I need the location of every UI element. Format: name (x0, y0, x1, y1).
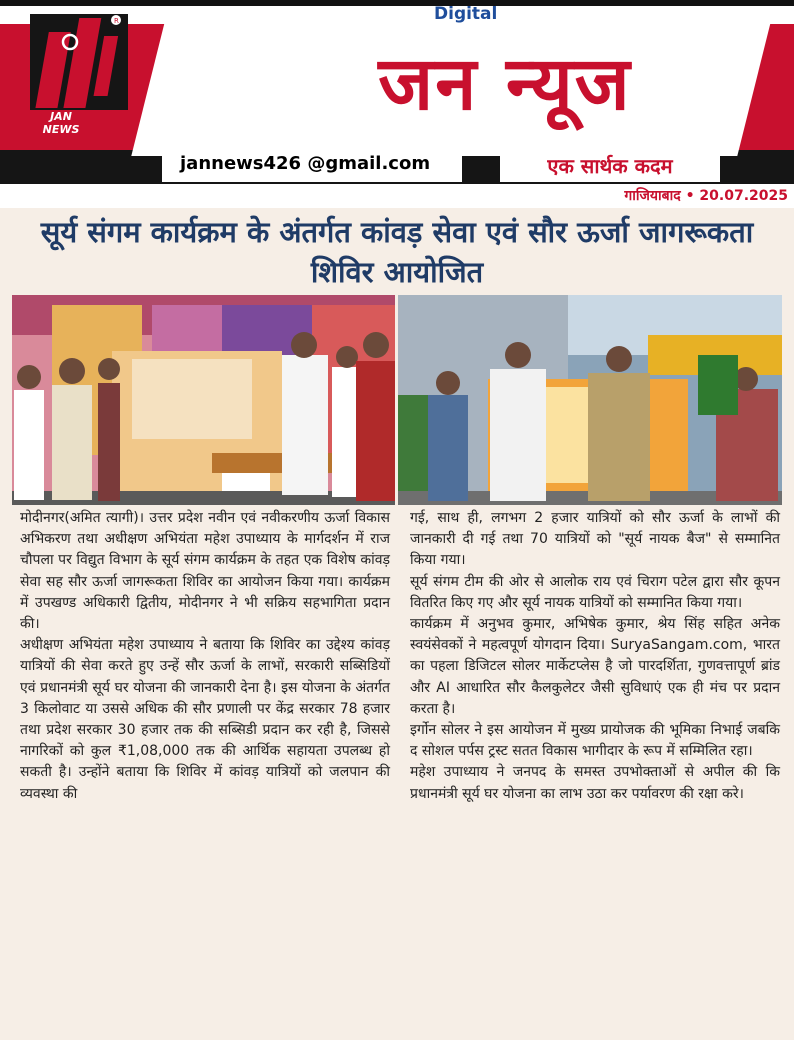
city-date: गाजियाबाद • 20.07.2025 (624, 188, 788, 204)
article-headline: सूर्य संगम कार्यक्रम के अंतर्गत कांवड़ सेवा एवं सौर ऊर्जा जागरूकता शिविर आयोजित (40, 215, 754, 289)
paragraph: कार्यक्रम में अनुभव कुमार, अभिषेक कुमार, श्रेय सिंह सहित अनेक स्वयंसेवकों ने महत्वपूर्ण योगदान दिया। SuryaSangam.com, भारत का पहला डिजिटल सोलर मार्केटप्लेस है जो पारदर्शिता, गुणवत्तापूर्ण ब्रांड और AI आधारित सौर कैलकुलेटर जैसी सुविधाएं एक ही मंच पर प्रदान करता है। (410, 616, 780, 717)
contact-email[interactable]: jannews426 @gmail.com (180, 153, 431, 174)
newspaper-header (0, 0, 794, 208)
masthead-title: जन न्यूज (378, 41, 632, 127)
paragraph: मोदीनगर(अमित त्यागी)। उत्तर प्रदेश नवीन एवं नवीकरणीय ऊर्जा विकास अभिकरण तथा अधीक्षण अभियंता महेश उपाध्याय के मार्गदर्शन में राज चौपला पर विद्युत विभाग के सूर्य संगम कार्यक्रम के तहत एक विशेष कांवड़ सेवा सह सौर ऊर्जा जागरूकता शिविर का आयोजन किया गया। कार्यक्रम में उपखण्ड अधिकारी द्वितीय, मोदीनगर ने भी सक्रिय सहभागिता प्रदान की। (20, 510, 390, 633)
svg-text:R: R (114, 17, 119, 25)
logo-text: JAN NEWS (42, 110, 80, 136)
article-column-left (20, 508, 390, 805)
article-column-right (410, 508, 780, 805)
paragraph: इर्गोन सोलर ने इस आयोजन में मुख्य प्रायोजक की भूमिका निभाई जबकि द सोशल पर्पस ट्रस्ट सतत विकास भागीदार के रूप में सम्मिलित रहा। (410, 722, 780, 760)
event-photo-left (12, 295, 395, 505)
paragraph: अधीक्षण अभियंता महेश उपाध्याय ने बताया कि शिविर का उद्देश्य कांवड़ यात्रियों की सेवा करते हुए उन्हें सौर ऊर्जा के लाभों, सरकारी सब्सिडियों एवं प्रधानमंत्री सूर्य घर योजना की जानकारी देना है। इस योजना के अंतर्गत 3 किलोवाट या उससे अधिक की सौर प्रणाली पर केंद्र सरकार 78 हजार तथा प्रदेश सरकार 30 हजार तक की सब्सिडी प्रदान कर रही है, जिससे नागरिकों को कुल ₹1,08,000 तक की आर्थिक सहायता उपलब्ध हो सकती है। उन्होंने बताया कि शिविर में कांवड़ यात्रियों को जलपान की व्यवस्था की (20, 637, 390, 802)
paragraph: गई, साथ ही, लगभग 2 हजार यात्रियों को सौर ऊर्जा के लाभों की जानकारी दी गई तथा 70 यात्रियों को "सूर्य नायक बैज" से सम्मानित किया गया। (410, 510, 780, 569)
paragraph: सूर्य संगम टीम की ओर से आलोक राय एवं चिराग पटेल द्वारा सौर कूपन वितरित किए गए और सूर्य नायक यात्रियों को सम्मानित किया गया। (410, 573, 780, 611)
paragraph: महेश उपाध्याय ने जनपद के समस्त उपभोक्ताओं से अपील की कि प्रधानमंत्री सूर्य घर योजना का लाभ उठा कर पर्यावरण की रक्षा करे। (410, 764, 780, 802)
tagline: एक सार्थक कदम (547, 154, 673, 178)
digital-label: Digital (434, 4, 498, 24)
event-photo-right (398, 295, 782, 505)
